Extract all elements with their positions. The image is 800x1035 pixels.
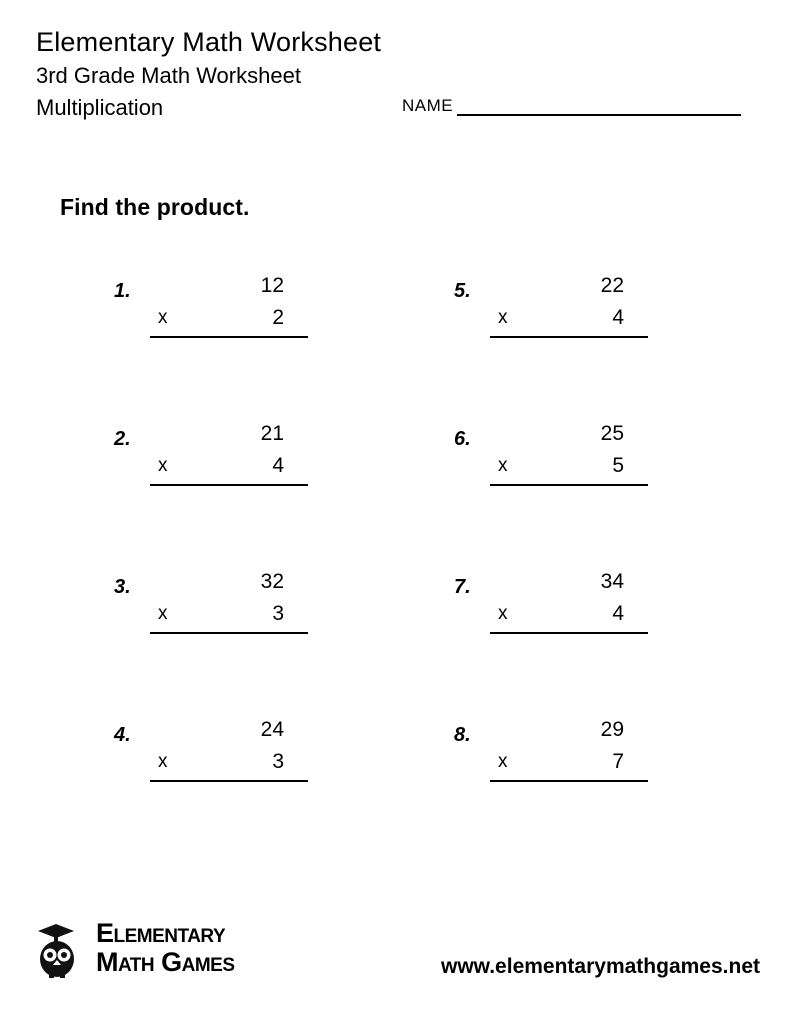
- multiplicand: 12: [260, 274, 284, 297]
- multiplicand: 25: [600, 422, 624, 445]
- multiplier: 2: [272, 306, 284, 329]
- page-subtitle: 3rd Grade Math Worksheet: [36, 63, 301, 88]
- multiplicand: 21: [260, 422, 284, 445]
- problem-item: [440, 714, 800, 862]
- problem-stack: [490, 418, 648, 486]
- problem-number: 3.: [114, 576, 131, 598]
- problem-item: [100, 566, 460, 714]
- multiplier-row: [490, 302, 648, 338]
- logo-line-two: Math Games: [96, 947, 235, 977]
- multiplier: 7: [612, 750, 624, 773]
- multiplicand: 22: [600, 274, 624, 297]
- problem-stack: [150, 418, 308, 486]
- multiplier-row: [150, 302, 308, 338]
- instruction-text: Find the product.: [60, 194, 250, 220]
- multiply-operator-icon: x: [158, 751, 168, 772]
- multiplier: 3: [272, 750, 284, 773]
- name-field-group: [402, 96, 741, 116]
- problem-number: 4.: [114, 724, 131, 746]
- multiplicand: 32: [260, 570, 284, 593]
- problems-column-right: [440, 270, 800, 862]
- problem-item: [100, 270, 460, 418]
- problem-number: 6.: [454, 428, 471, 450]
- multiply-operator-icon: x: [498, 307, 508, 328]
- multiplier-row: [150, 450, 308, 486]
- problem-item: [440, 270, 800, 418]
- multiplier-row: [490, 598, 648, 634]
- multiplier: 5: [612, 454, 624, 477]
- worksheet-header: [36, 24, 764, 126]
- multiplier-row: [150, 598, 308, 634]
- multiplicand: 34: [600, 570, 624, 593]
- multiply-operator-icon: x: [498, 455, 508, 476]
- worksheet-topic: Multiplication: [36, 95, 164, 120]
- page-title: Elementary Math Worksheet: [36, 27, 382, 57]
- site-logo[interactable]: [32, 917, 235, 979]
- multiplier: 4: [612, 306, 624, 329]
- multiply-operator-icon: x: [158, 603, 168, 624]
- logo-line-one: Elementary: [96, 918, 226, 948]
- topic-and-name-row: [36, 92, 764, 126]
- multiplier: 3: [272, 602, 284, 625]
- problem-number: 8.: [454, 724, 471, 746]
- problem-number: 7.: [454, 576, 471, 598]
- problem-number: 1.: [114, 280, 131, 302]
- problem-stack: [490, 714, 648, 782]
- multiply-operator-icon: x: [158, 455, 168, 476]
- problem-stack: [150, 270, 308, 338]
- owl-graduate-icon: [32, 917, 90, 979]
- multiplier-row: [150, 746, 308, 782]
- multiplier: 4: [272, 454, 284, 477]
- multiplier: 4: [612, 602, 624, 625]
- problem-item: [100, 714, 460, 862]
- multiply-operator-icon: x: [498, 603, 508, 624]
- multiplier-row: [490, 746, 648, 782]
- problem-item: [440, 418, 800, 566]
- problem-stack: [490, 566, 648, 634]
- problem-item: [100, 418, 460, 566]
- multiplier-row: [490, 450, 648, 486]
- problems-column-left: [100, 270, 460, 862]
- name-input-line[interactable]: [457, 97, 741, 116]
- worksheet-footer: [0, 905, 800, 1035]
- problem-stack: [150, 714, 308, 782]
- multiplicand: 29: [600, 718, 624, 741]
- name-label: NAME: [402, 96, 454, 115]
- site-url[interactable]: www.elementarymathgames.net: [441, 955, 760, 978]
- logo-wordmark: [96, 919, 235, 977]
- problem-number: 5.: [454, 280, 471, 302]
- multiply-operator-icon: x: [498, 751, 508, 772]
- problem-stack: [490, 270, 648, 338]
- problem-stack: [150, 566, 308, 634]
- problem-item: [440, 566, 800, 714]
- multiply-operator-icon: x: [158, 307, 168, 328]
- problem-number: 2.: [114, 428, 131, 450]
- multiplicand: 24: [260, 718, 284, 741]
